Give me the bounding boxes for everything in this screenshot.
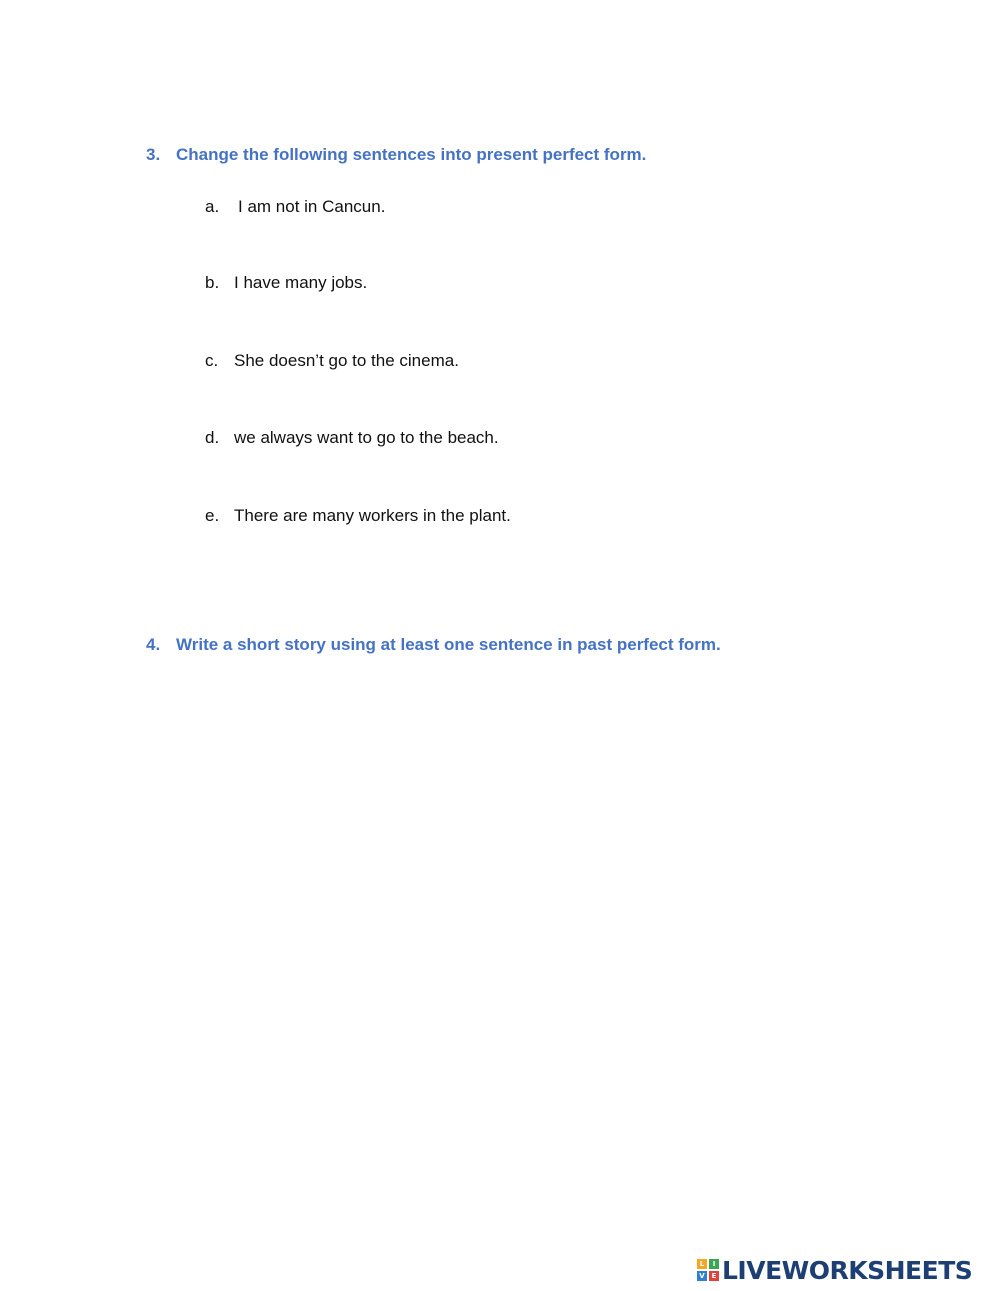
list-item-b [205,273,367,293]
item-letter: e. [205,506,220,525]
list-item-c [205,351,459,371]
item-letter: d. [205,428,220,447]
question-prompt: Write a short story using at least one sentence in past perfect form. [176,635,721,654]
logo-square-i: I [709,1259,719,1269]
logo-square-l: L [697,1259,707,1269]
question-number: 3. [146,145,161,164]
liveworksheets-logo [697,1255,972,1285]
list-item-e [205,506,511,526]
item-text: we always want to go to the beach. [234,428,499,447]
logo-square-e: E [709,1271,719,1281]
logo-text: LIVEWORKSHEETS [722,1255,973,1285]
list-item-d [205,428,499,448]
item-letter: b. [205,273,220,292]
item-text: I have many jobs. [234,273,368,292]
logo-squares-icon [697,1259,719,1281]
item-text: I am not in Cancun. [238,197,386,216]
question-3 [146,145,646,165]
question-number: 4. [146,635,161,654]
item-letter: a. [205,197,220,216]
item-text: She doesn’t go to the cinema. [234,351,459,370]
list-item-a [205,197,385,217]
question-4 [146,635,721,655]
item-text: There are many workers in the plant. [234,506,511,525]
item-letter: c. [205,351,219,370]
question-prompt: Change the following sentences into present perfect form. [176,145,647,164]
logo-square-v: V [697,1271,707,1281]
